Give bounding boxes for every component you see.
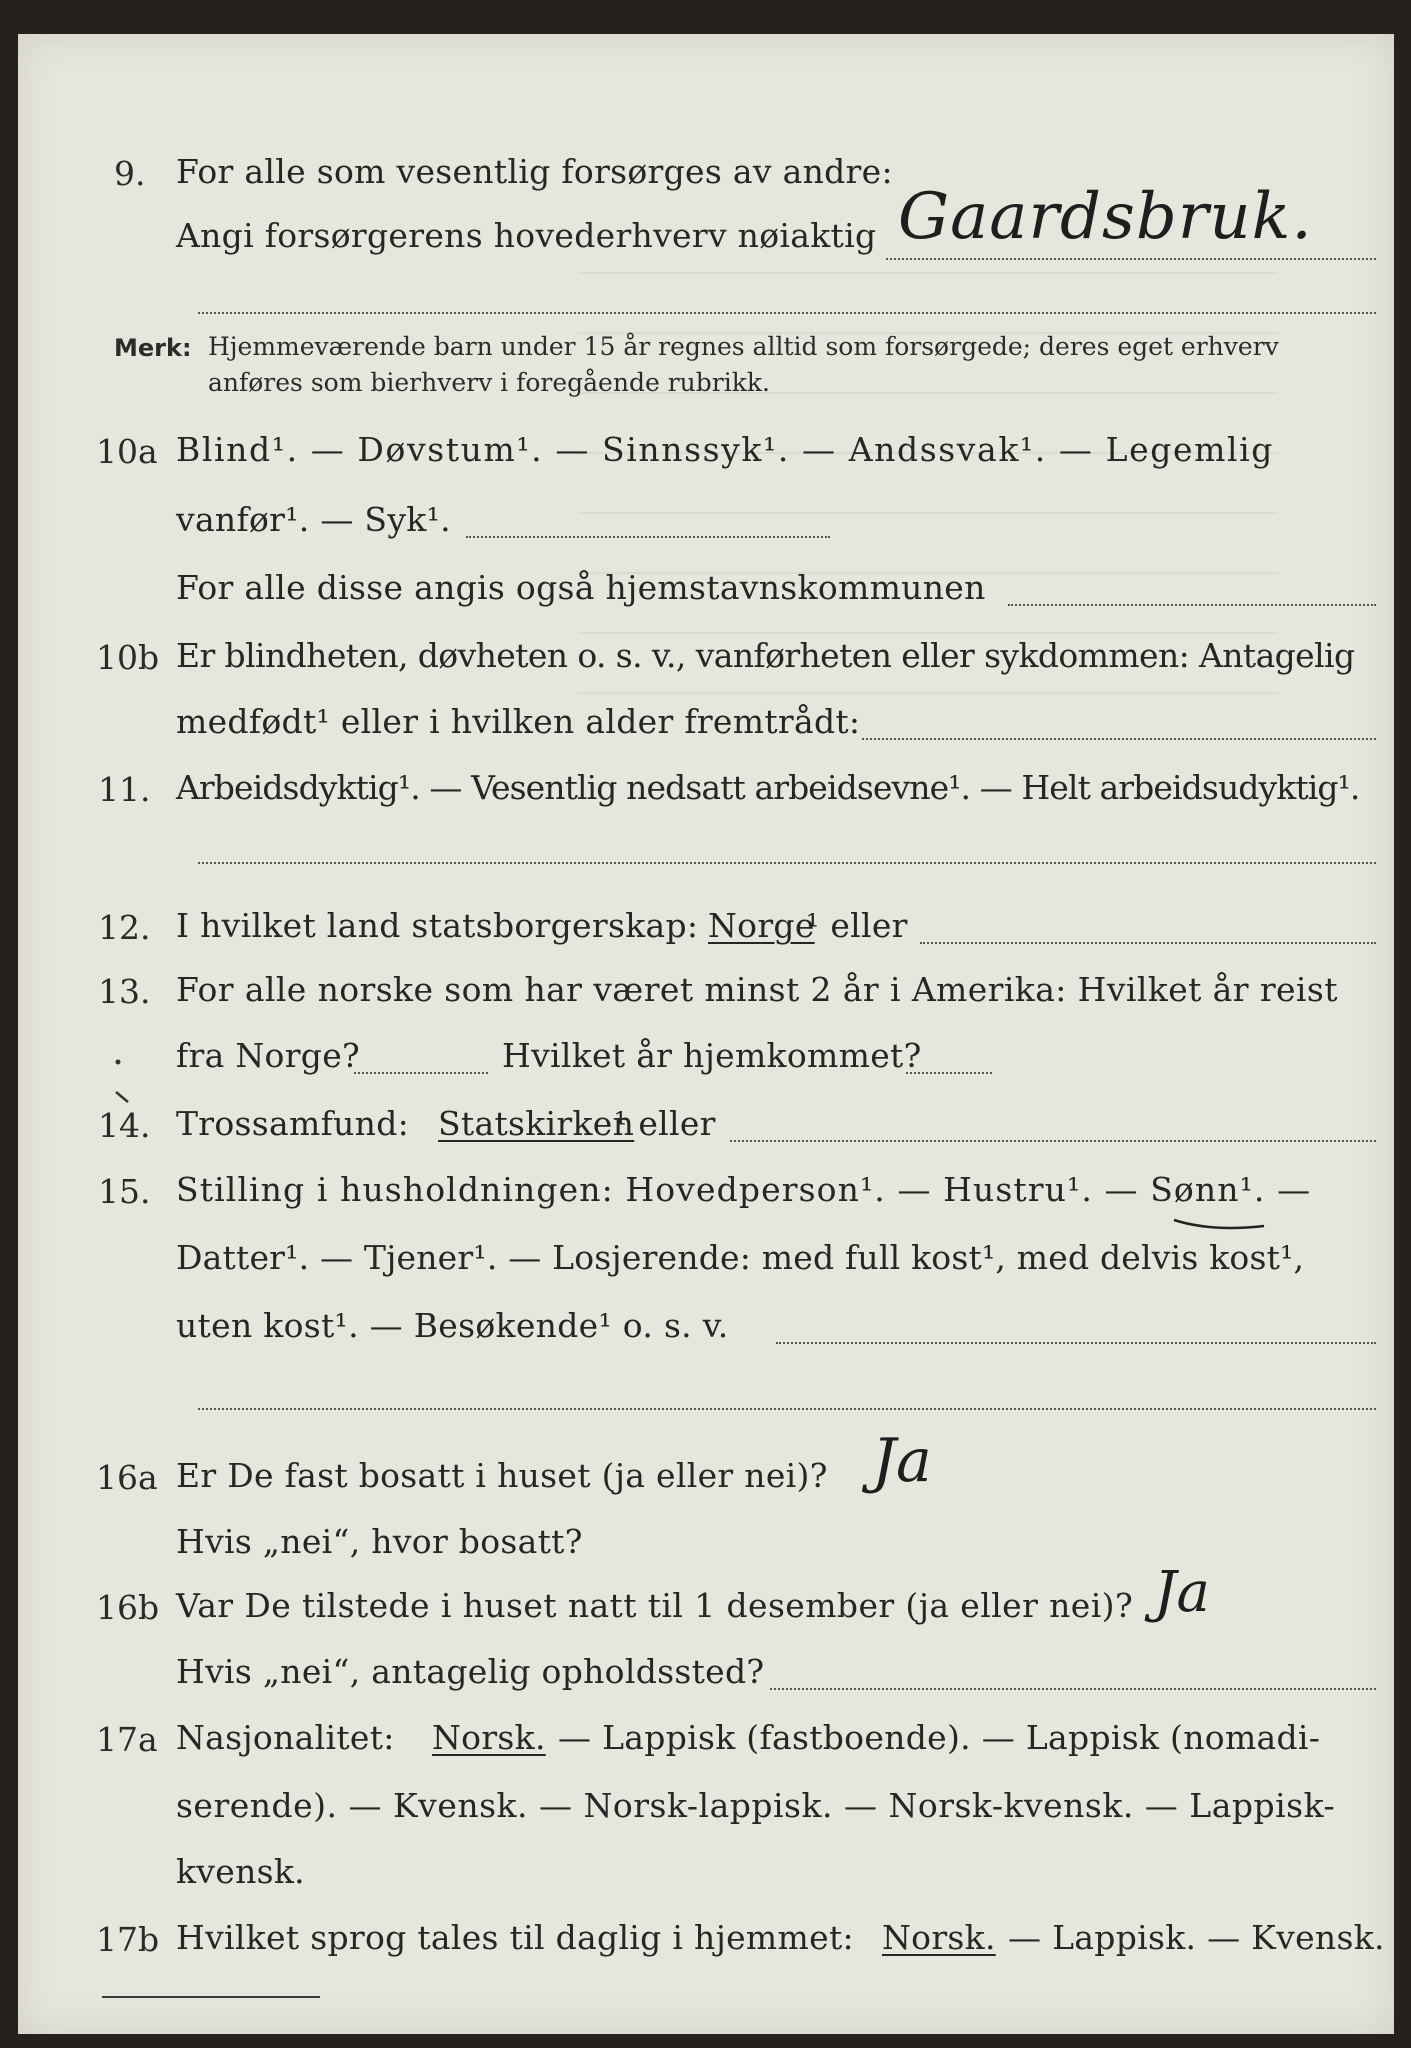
question-option-underlined: Norsk. <box>882 1918 996 1957</box>
merk-text: Hjemmeværende barn under 15 år regnes alltid som forsørgede; deres eget erhverv <box>208 332 1279 361</box>
question-option-underlined: Norsk. <box>432 1718 546 1757</box>
question-text: vanfør¹. — Syk¹. <box>176 500 451 539</box>
question-text: fra Norge? <box>176 1036 361 1075</box>
question-17b <box>18 1912 1394 1972</box>
question-10b <box>18 630 1394 690</box>
question-12 <box>18 900 1394 960</box>
answer-dotted-line <box>1008 604 1376 606</box>
question-text: — Lappisk (fastboende). — Lappisk (nomadi- <box>558 1718 1321 1757</box>
question-text: Hvis „nei“, hvor bosatt? <box>176 1522 583 1561</box>
question-text: Trossamfund: <box>176 1104 410 1143</box>
question-10a-line3 <box>18 562 1394 622</box>
question-text: serende). — Kvensk. — Norsk-lappisk. — Norsk-kvensk. — Lappisk- <box>176 1786 1336 1825</box>
question-number: 15. <box>98 1172 151 1211</box>
question-17a-line3 <box>18 1846 1394 1906</box>
handwritten-answer: Gaardsbruk. <box>898 180 1313 254</box>
merk-label: Merk: <box>114 334 192 362</box>
question-number: 11. <box>98 770 151 809</box>
question-number: 10a <box>96 432 158 471</box>
question-14 <box>18 1098 1394 1158</box>
question-number: 10b <box>96 638 160 677</box>
question-13 <box>18 964 1394 1024</box>
question-text: medfødt¹ eller i hvilken alder fremtrådt: <box>176 702 861 741</box>
question-16b-line2 <box>18 1646 1394 1706</box>
question-10a <box>18 424 1394 484</box>
question-17a <box>18 1712 1394 1772</box>
question-number: 17a <box>96 1720 158 1759</box>
census-form-page <box>18 34 1394 2034</box>
question-text: Nasjonalitet: <box>176 1718 395 1757</box>
answer-dotted-line <box>354 1072 488 1074</box>
question-10a-line2 <box>18 494 1394 554</box>
question-17a-line2 <box>18 1780 1394 1840</box>
question-text: Arbeidsdyktig¹. — Vesentlig nedsatt arbeidsevne¹. — Helt arbeidsudyktig¹. <box>176 768 1360 807</box>
question-text: For alle norske som har været minst 2 år i Amerika: Hvilket år reist <box>176 970 1338 1009</box>
question-option-underlined: Statskirken <box>438 1104 635 1143</box>
question-number: 17b <box>96 1920 160 1959</box>
footnote-rule <box>102 1996 320 1998</box>
question-text: Stilling i husholdningen: Hovedperson¹. — Hustru¹. — Sønn¹. — <box>176 1170 1312 1209</box>
question-number: 14. <box>98 1106 151 1145</box>
question-text: Blind¹. — Døvstum¹. — Sinnssyk¹. — Andssvak¹. — Legemlig <box>176 430 1275 469</box>
question-text: I hvilket land statsborgerskap: <box>176 906 699 945</box>
handwritten-answer: Ja <box>872 1426 932 1496</box>
question-text: For alle disse angis også hjemstavnskommunen <box>176 568 986 607</box>
question-option-underlined: Norge <box>708 906 815 945</box>
answer-dotted-line <box>730 1140 1376 1142</box>
question-number: 13. <box>98 972 151 1011</box>
question-text: For alle som vesentlig forsørges av andre: <box>176 152 893 191</box>
question-text: Hvis „nei“, antagelig opholdssted? <box>176 1652 765 1691</box>
question-number: 16b <box>96 1588 160 1627</box>
question-number: 12. <box>98 908 151 947</box>
question-text: Angi forsørgerens hovederhverv nøiaktig <box>176 216 877 255</box>
question-text: Er blindheten, døvheten o. s. v., vanførheten eller sykdommen: Antagelig <box>176 636 1355 675</box>
question-text: Hvilket år hjemkommet? <box>502 1036 922 1075</box>
question-10b-line2 <box>18 696 1394 756</box>
question-text: ¹ eller <box>806 906 908 945</box>
sonn-pen-underline <box>1172 1214 1272 1234</box>
question-text: kvensk. <box>176 1852 305 1891</box>
question-16a <box>18 1426 1394 1510</box>
question-13-line2 <box>18 1030 1394 1090</box>
answer-dotted-line <box>198 862 1376 864</box>
handwritten-answer: Ja <box>1154 1560 1210 1625</box>
answer-dotted-line <box>198 1408 1376 1410</box>
question-text: — Lappisk. — Kvensk. <box>1008 1918 1385 1957</box>
answer-dotted-line <box>906 1072 992 1074</box>
question-15-line2 <box>18 1232 1394 1292</box>
question-number: 9. <box>114 154 146 193</box>
question-text: Hvilket sprog tales til daglig i hjemmet: <box>176 1918 854 1957</box>
answer-dotted-line <box>886 258 1376 260</box>
question-9-answer-row <box>18 180 1394 270</box>
question-16b <box>18 1560 1394 1640</box>
question-text: uten kost¹. — Besøkende¹ o. s. v. <box>176 1306 729 1345</box>
question-text: ¹ eller <box>614 1104 716 1143</box>
answer-dotted-line <box>920 942 1376 944</box>
question-15-line3 <box>18 1300 1394 1360</box>
answer-dotted-line <box>776 1342 1376 1344</box>
question-text: Er De fast bosatt i huset (ja eller nei)? <box>176 1456 828 1495</box>
answer-dotted-line <box>862 738 1376 740</box>
question-11 <box>18 762 1394 822</box>
answer-dotted-line <box>770 1688 1376 1690</box>
question-text: Datter¹. — Tjener¹. — Losjerende: med full kost¹, med delvis kost¹, <box>176 1238 1305 1277</box>
question-text: Var De tilstede i huset natt til 1 desember (ja eller nei)? <box>176 1586 1134 1625</box>
answer-dotted-line <box>198 312 1376 314</box>
answer-dotted-line <box>466 536 830 538</box>
question-number: 16a <box>96 1458 158 1497</box>
merk-text: anføres som bierhverv i foregående rubrikk. <box>208 368 770 397</box>
